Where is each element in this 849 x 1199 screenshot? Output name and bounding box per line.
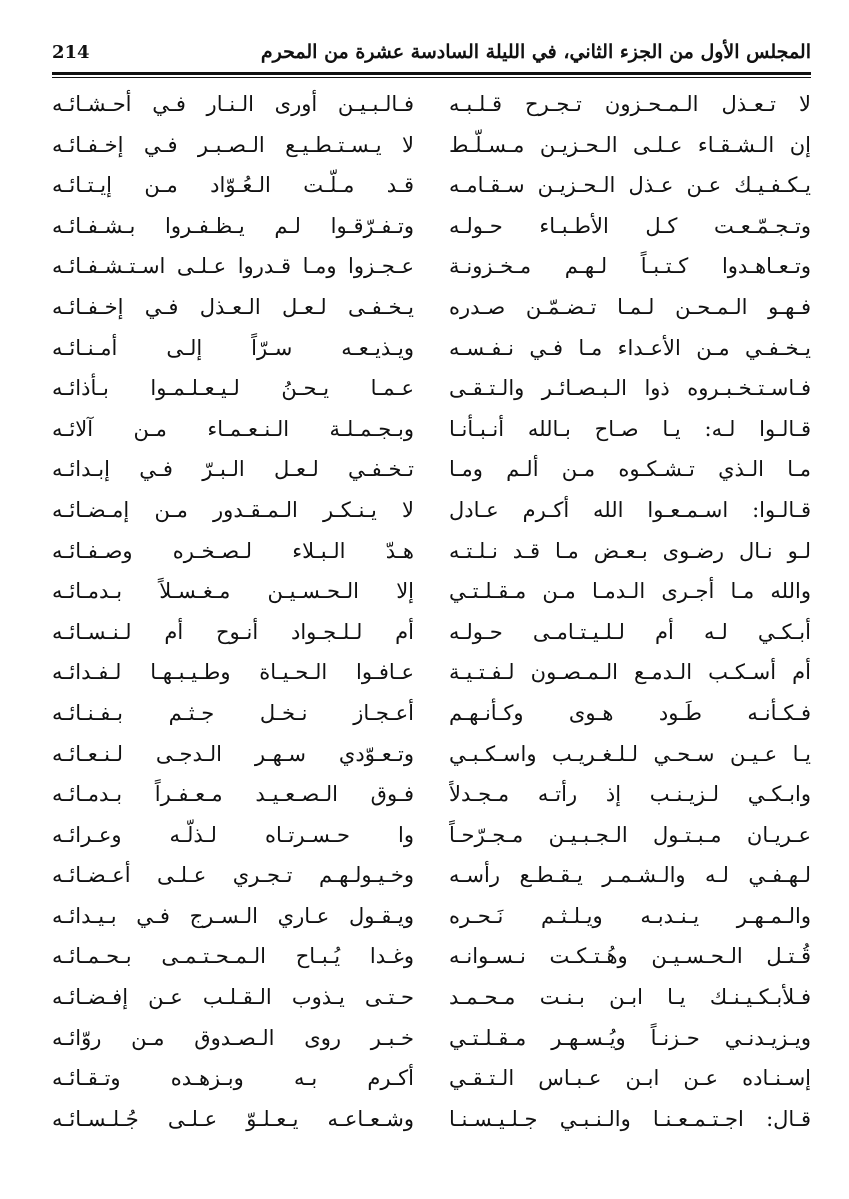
verse-line: عـجـزوا ومـا قـدروا عـلـى اسـتـشـفـائـه xyxy=(52,254,414,279)
verse-line: هـدّ الـبـلاء لـصـخـره وصـفـائـه xyxy=(52,538,414,563)
verse-line: فـلأبـكـيـنـك يـا ابـن بـنـت مـحـمـد xyxy=(449,985,811,1010)
verse-line: وتـفـرّقـوا لـم يـظـفـروا بـشـفـائـه xyxy=(52,213,414,238)
verse-line: ويـزيـدنـي حـزنـاً ويُـسـهـر مـقـلـتـي xyxy=(449,1025,811,1050)
verse-line: قـال: اجـتـمـعـنـا والـنـبـي جـلـيـسـنـا xyxy=(449,1106,811,1131)
verse-line: لا يـنـكـر الـمـقـدور مـن إمـضـائـه xyxy=(52,497,414,522)
verse-line: فـهـو الـمـحـن لـمـا تـضـمّـن صـدره xyxy=(449,294,811,319)
header-rule-thin xyxy=(52,77,811,78)
verse-line: وبـجـمـلـة الـنـعـمـاء مـن آلائـه xyxy=(52,416,414,441)
verse-line: قـالـوا: اسـمـعـوا الله أكـرم عـادل xyxy=(449,497,811,522)
header-rule-thick xyxy=(52,72,811,75)
verse-line: مـا الـذي تـشـكـوه مـن ألـم ومـا xyxy=(449,457,811,482)
verse-line: أعـجـاز نـخـل جـثـم بـفـنـائـه xyxy=(52,700,414,725)
page-number: 214 xyxy=(52,41,90,63)
verse-line: يـكـفـيـك عـن عـذل الـحـزيـن سـقـامـه xyxy=(449,173,811,198)
verse-line: والـمـهـر يـنـدبـه ويـلـثـم نَـحـره xyxy=(449,903,811,928)
verse-line: لا تـعـذل الـمـحـزون تـجـرح قـلـبـه xyxy=(449,92,811,116)
verse-line: إلا الـحـسـيـن مـغـسـلاً بـدمـائـه xyxy=(52,579,414,604)
verse-line: تـخـفـي لـعـل الـبـرّ فـي إبـدائـه xyxy=(52,457,414,482)
verse-line: حـتـى يـذوب الـقـلـب عـن إفـضـائـه xyxy=(52,985,414,1010)
verse-line: يـخـفـى لـعـل الـعـذل فـي إخـفـائـه xyxy=(52,294,414,319)
verse-line: وا حـسـرتـاه لـذلّـه وعـرائـه xyxy=(52,822,414,847)
verse-line: فـاسـتـخـبـروه ذوا الـبـصـائـر والـتـقـى xyxy=(449,376,811,401)
verse-line: لـهـفـي لـه والـشـمـر يـقـطـع رأسـه xyxy=(449,863,811,888)
verse-line: فـالـبـيـن أورى الـنـار فـي أحـشـائـه xyxy=(52,92,414,116)
verse-line: فـكـأنـه طَـود هـوى وكـأنـهـم xyxy=(449,700,811,725)
verse-line: عـريـان مـبـتـول الـجـبـيـن مـجـرّحـاً xyxy=(449,822,811,847)
verse-line: وابـكـي لـزيـنـب إذ رأتـه مـجـدلاً xyxy=(449,782,811,807)
verse-line: وشـعـاعـه يـعـلـوّ عـلـى جُـلـسـائـه xyxy=(52,1106,414,1131)
verse-line: قُـتـل الـحـسـيـن وهُـتـكـت نـسـوانـه xyxy=(449,944,811,969)
verse-line: وغـدا يُـبـاح الـمـحـتـمـى بـحـمـائـه xyxy=(52,944,414,969)
verse-line: خـبـر روى الـصـدوق مـن روّائـه xyxy=(52,1025,414,1050)
verse-line: وتـعـاهـدوا كـتـبـاً لـهـم مـخـزونـة xyxy=(449,254,811,279)
verse-line: والله مـا أجـرى الـدمـا مـن مـقـلـتـي xyxy=(449,579,811,604)
verse-line: يـا عـيـن سـحـي لـلـغـريـب واسـكـبـي xyxy=(449,741,811,766)
verse-line: أم أسـكـب الـدمـع الـمـصـون لـفـتـيـة xyxy=(449,660,811,685)
verse-line: أكـرم بـه وبـزهـده وتـقـائـه xyxy=(52,1066,414,1091)
poem-body xyxy=(52,84,811,1163)
header-title: المجلس الأول من الجزء الثاني، في الليلة السادسة عشرة من المحرم xyxy=(260,41,811,63)
verse-line: إسـنـاده عـن ابـن عـبـاس الـتـقـي xyxy=(449,1066,811,1091)
verse-line: وتـعـوّدي سـهـر الـدجـى لـنـعـائـه xyxy=(52,741,414,766)
verse-line: قـد مـلّـت الـعُـوّاد مـن إيـتـائـه xyxy=(52,173,414,198)
verse-line: يـخـفـي مـن الأعـداء مـا فـي نـفـسـه xyxy=(449,335,811,360)
verse-line: لا يـسـتـطـيـع الـصـبـر فـي إخـفـائـه xyxy=(52,132,414,157)
verse-line: ويـقـول عـاري الـسـرج فـي بـيـدائـه xyxy=(52,903,414,928)
left-column xyxy=(52,84,414,1163)
verse-line: أبـكـي لـه أم لـلـيـتـامـى حـولـه xyxy=(449,619,811,644)
running-header xyxy=(52,34,811,70)
verse-line: إن الـشـقـاء عـلـى الـحـزيـن مـسـلّـط xyxy=(449,132,811,157)
verse-line: عـمـا يـحـنُ لـيـعـلـمـوا بـأذائـه xyxy=(52,376,414,401)
verse-line: ويـذيـعـه سـرّاً إلـى أمـنـائـه xyxy=(52,335,414,360)
verse-line: لـو نـال رضـوى بـعـض مـا قـد نـلـتـه xyxy=(449,538,811,563)
verse-line: وتـجـمّـعـت كـل الأطـبـاء حـولـه xyxy=(449,213,811,238)
verse-line: فـوق الـصـعـيـد مـعـفـراً بـدمـائـه xyxy=(52,782,414,807)
verse-line: عـافـوا الـحـيـاة وطـيـبـهـا لـفـدائـه xyxy=(52,660,414,685)
verse-line: أم لـلـجـواد أنـوح أم لـنـسـائـه xyxy=(52,619,414,644)
verse-line: قـالـوا لـه: يـا صـاح بـالله أنـبـأنـا xyxy=(449,416,811,441)
right-column xyxy=(449,84,811,1163)
verse-line: وخـيـولـهـم تـجـري عـلـى أعـضـائـه xyxy=(52,863,414,888)
